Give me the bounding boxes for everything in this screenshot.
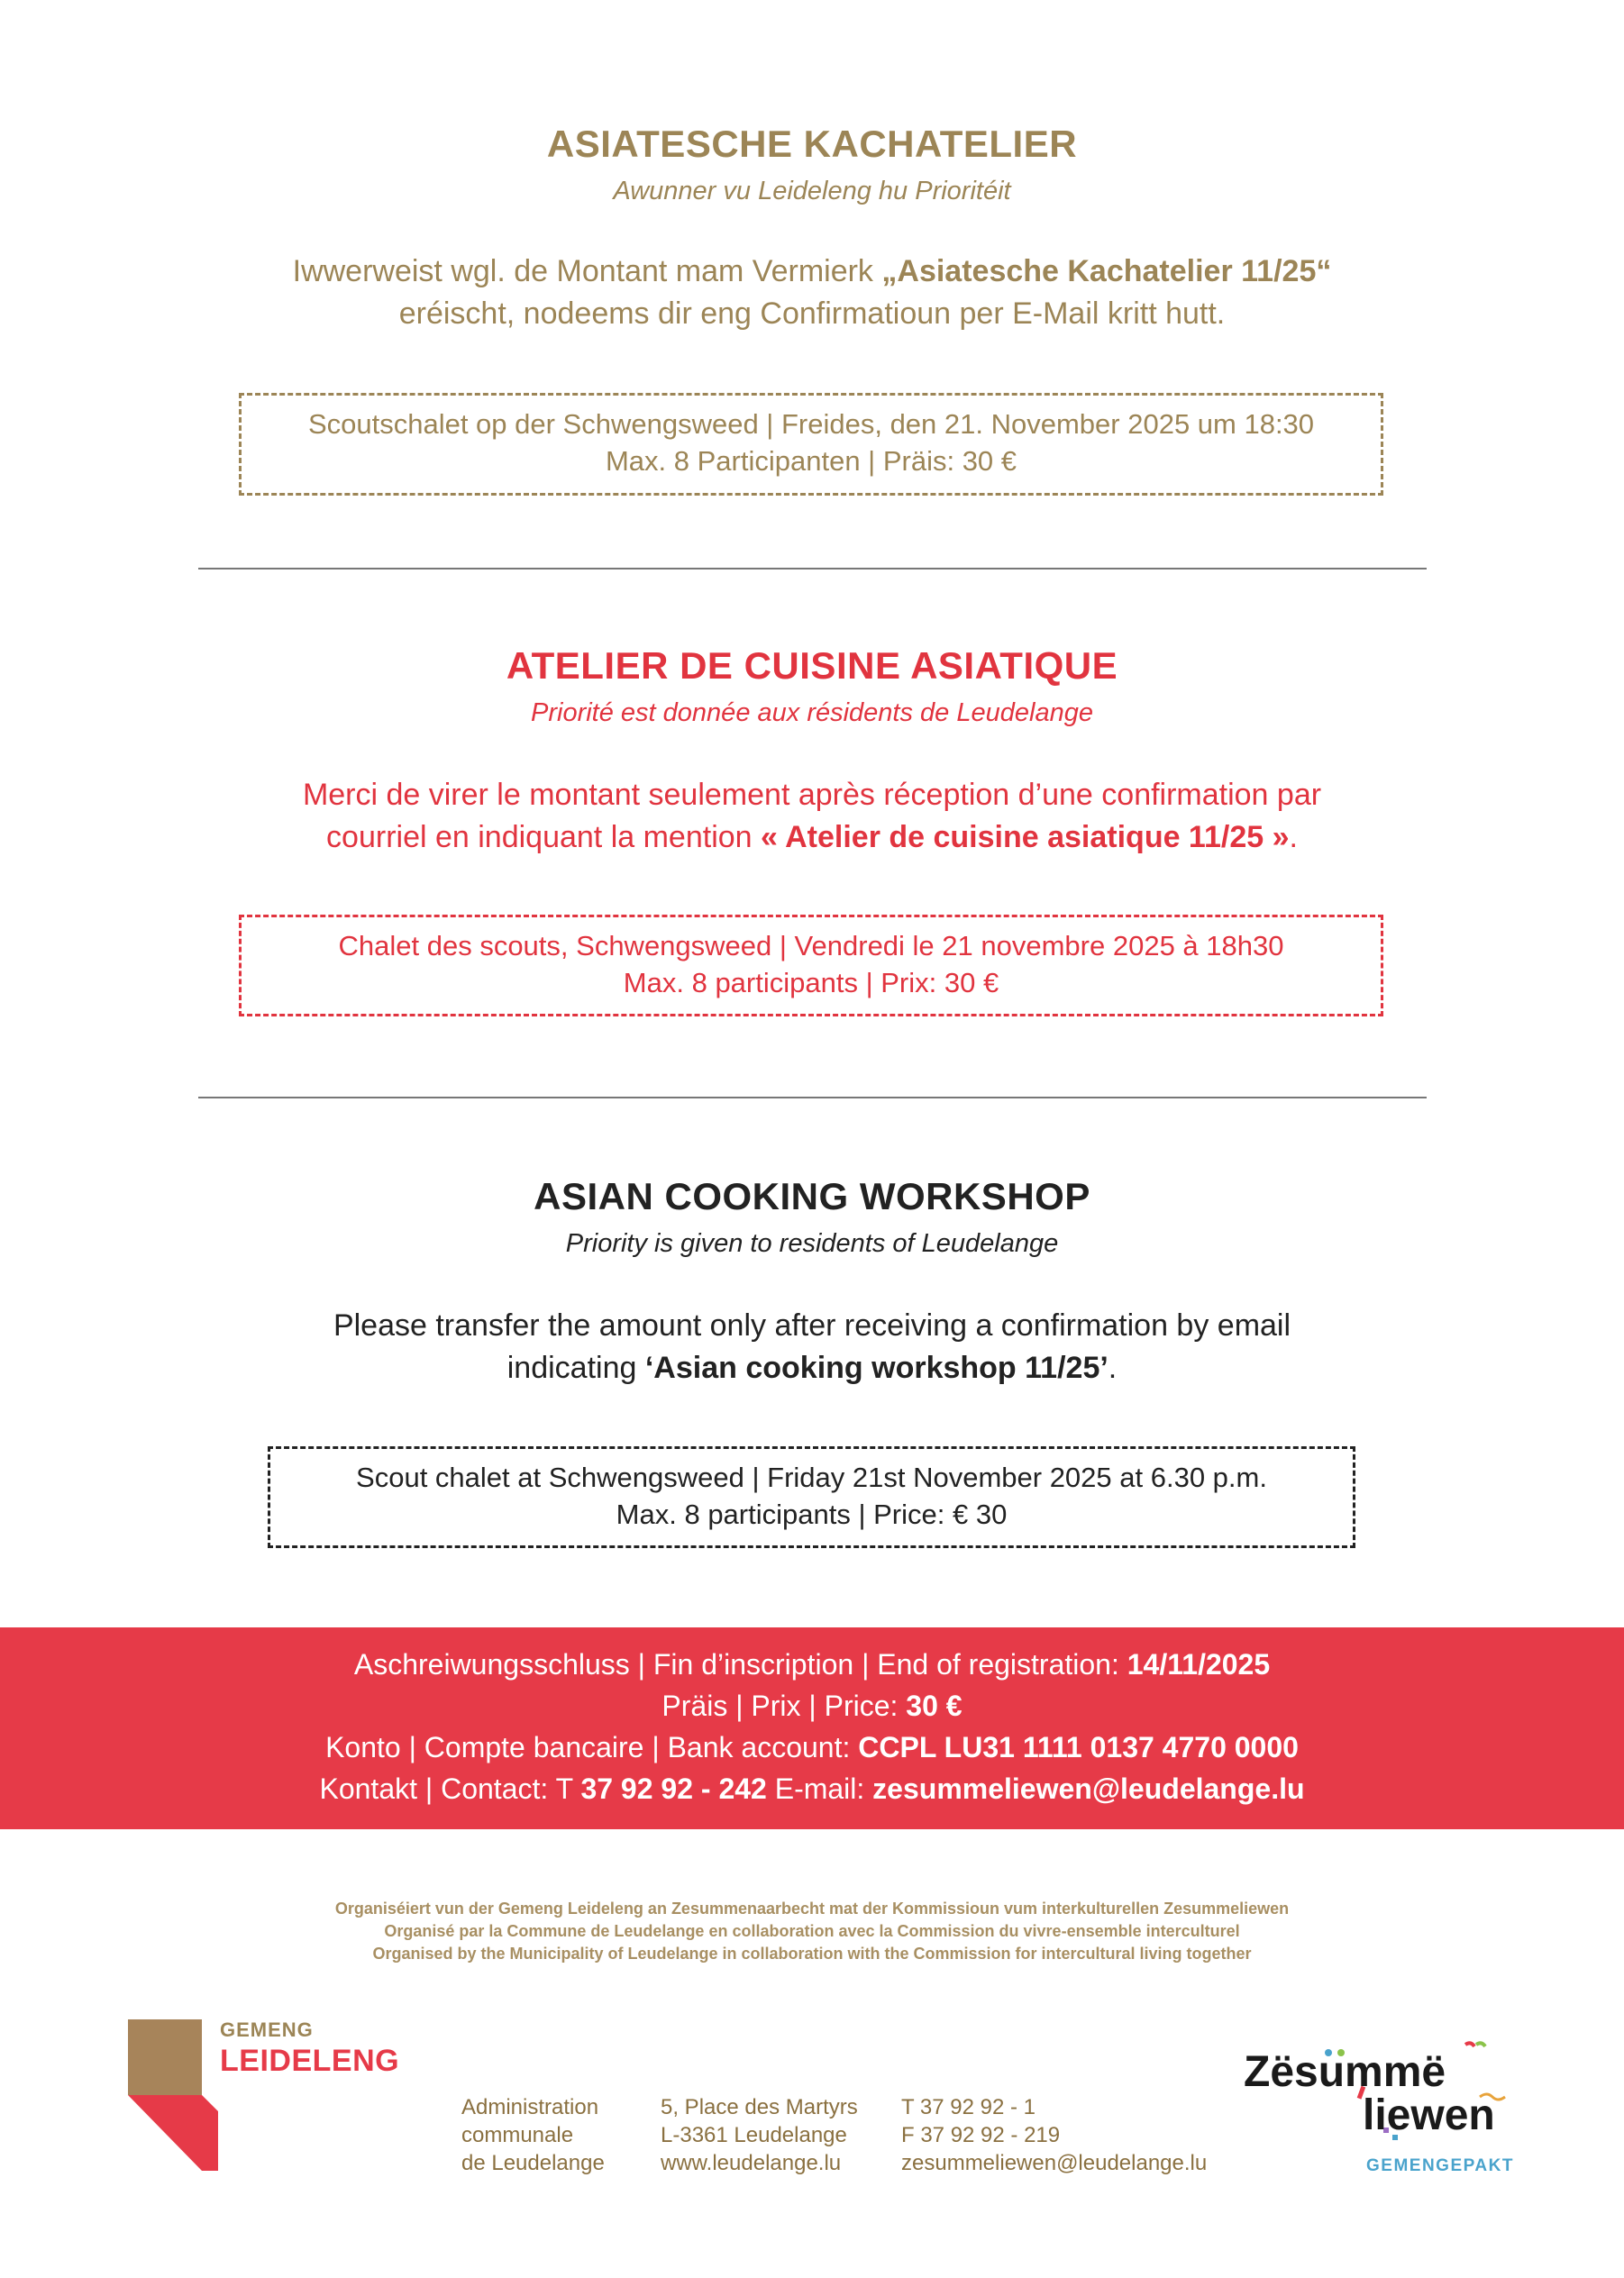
title-fr: ATELIER DE CUISINE ASIATIQUE: [506, 644, 1118, 687]
info-box-lb: [239, 393, 1383, 496]
phone-number: T 37 92 92 - 1: [901, 2095, 1036, 2119]
email-link[interactable]: zesummeliewen@leudelange.lu: [901, 2151, 1208, 2175]
reference-en: ‘Asian cooking workshop 11/25’: [644, 1351, 1109, 1385]
section-fr: [0, 644, 1624, 728]
contact-block: [901, 2093, 1207, 2177]
instructions-lb-line2: eréischt, nodeems dir eng Confirmatioun per E-Mail kritt hutt.: [398, 296, 1226, 331]
subtitle-en: Priority is given to residents of Leudelange: [565, 1229, 1059, 1258]
reference-lb: „Asiatesche Kachatelier 11/25“: [881, 254, 1332, 288]
instructions-fr-text: courriel en indiquant la mention: [326, 820, 762, 854]
title-lb: ASIATESCHE KACHATELIER: [546, 123, 1078, 165]
info-box-lb-line1: Scoutschalet op der Schwengsweed | Freides, den 21. November 2025 um 18:30: [307, 408, 1315, 440]
divider: [198, 1097, 1427, 1098]
logo-gold-square: [128, 2019, 202, 2095]
price-value: 30 €: [906, 1690, 963, 1722]
address-street: 5, Place des Martyrs: [661, 2095, 858, 2119]
gemengepakt-label: GEMENGEPAKT: [1366, 2156, 1514, 2175]
credit-fr: Organisé par la Commune de Leudelange en collaboration avec la Commission du vivre-ensemble interculturel: [384, 1922, 1240, 1940]
info-box-en-line1: Scout chalet at Schwengsweed | Friday 21st November 2025 at 6.30 p.m.: [356, 1462, 1267, 1493]
contact-email-label: E-mail:: [766, 1772, 873, 1805]
instructions-lb: [0, 251, 1624, 335]
instructions-lb-text: Iwwerweist wgl. de Montant mam Vermierk: [292, 254, 882, 288]
contact-email[interactable]: zesummeliewen@leudelange.lu: [872, 1772, 1305, 1805]
admin-line: Administration: [461, 2095, 599, 2119]
credit-en: Organised by the Municipality of Leudelange in collaboration with the Commission for intercultural living together: [372, 1945, 1252, 1963]
logo-text-gemeng: GEMENG: [220, 2018, 314, 2041]
admin-line: de Leudelange: [461, 2151, 605, 2175]
info-box-fr-line1: Chalet des scouts, Schwengsweed | Vendredi le 21 novembre 2025 à 18h30: [338, 930, 1284, 961]
logo-text-leideleng: LEIDELENG: [220, 2044, 400, 2078]
account-label: Konto | Compte bancaire | Bank account:: [325, 1731, 859, 1763]
registration-banner: [0, 1627, 1624, 1829]
divider: [198, 568, 1427, 570]
fax-number: F 37 92 92 - 219: [901, 2123, 1061, 2147]
reference-fr: « Atelier de cuisine asiatique 11/25 »: [761, 820, 1290, 854]
instructions-en: [0, 1305, 1624, 1390]
section-en: [0, 1175, 1624, 1259]
instructions-en-line1: Please transfer the amount only after receiving a confirmation by email: [333, 1308, 1291, 1343]
admin-line: communale: [461, 2123, 574, 2147]
address-city: L-3361 Leudelange: [661, 2123, 847, 2147]
info-box-en-line2: Max. 8 participants | Price: € 30: [616, 1499, 1008, 1530]
instructions-en-end: .: [1108, 1351, 1118, 1385]
logo-red-shape: [128, 2095, 218, 2171]
info-box-fr: [239, 915, 1383, 1016]
section-lb: [0, 123, 1624, 206]
contact-phone: 37 92 92 - 242: [580, 1772, 767, 1805]
deadline-value: 14/11/2025: [1127, 1648, 1271, 1681]
contact-label: Kontakt | Contact: T: [319, 1772, 581, 1805]
credit-lb: Organiséiert vun der Gemeng Leideleng an Zesummenaarbecht mat der Kommissioun vum interkulturellen Zesummeliewen: [334, 1900, 1290, 1918]
instructions-fr: [0, 774, 1624, 859]
website-link[interactable]: www.leudelange.lu: [661, 2151, 842, 2175]
deadline-label: Aschreiwungsschluss | Fin d’inscription | End of registration:: [353, 1648, 1127, 1681]
info-box-en: [268, 1446, 1355, 1548]
zesumme-text: Zësummë: [1244, 2048, 1446, 2096]
info-box-lb-line2: Max. 8 Participanten | Präis: 30 €: [605, 445, 1017, 477]
instructions-en-text: indicating: [506, 1351, 645, 1385]
liewen-text: liewen: [1363, 2091, 1495, 2139]
instructions-fr-end: .: [1289, 820, 1298, 854]
account-value: CCPL LU31 1111 0137 4770 0000: [858, 1731, 1299, 1763]
price-label: Präis | Prix | Price:: [661, 1690, 907, 1722]
title-en: ASIAN COOKING WORKSHOP: [534, 1175, 1090, 1217]
instructions-fr-line1: Merci de virer le montant seulement après réception d’une confirmation par: [302, 778, 1322, 812]
address-block: [661, 2093, 858, 2177]
admin-block: [461, 2093, 605, 2177]
zesumme-liewen-mark: [1244, 2041, 1532, 2149]
organiser-credits: [0, 1898, 1624, 1965]
subtitle-lb: Awunner vu Leideleng hu Prioritéit: [613, 177, 1011, 205]
subtitle-fr: Priorité est donnée aux résidents de Leudelange: [531, 698, 1093, 727]
info-box-fr-line2: Max. 8 participants | Prix: 30 €: [623, 967, 999, 998]
